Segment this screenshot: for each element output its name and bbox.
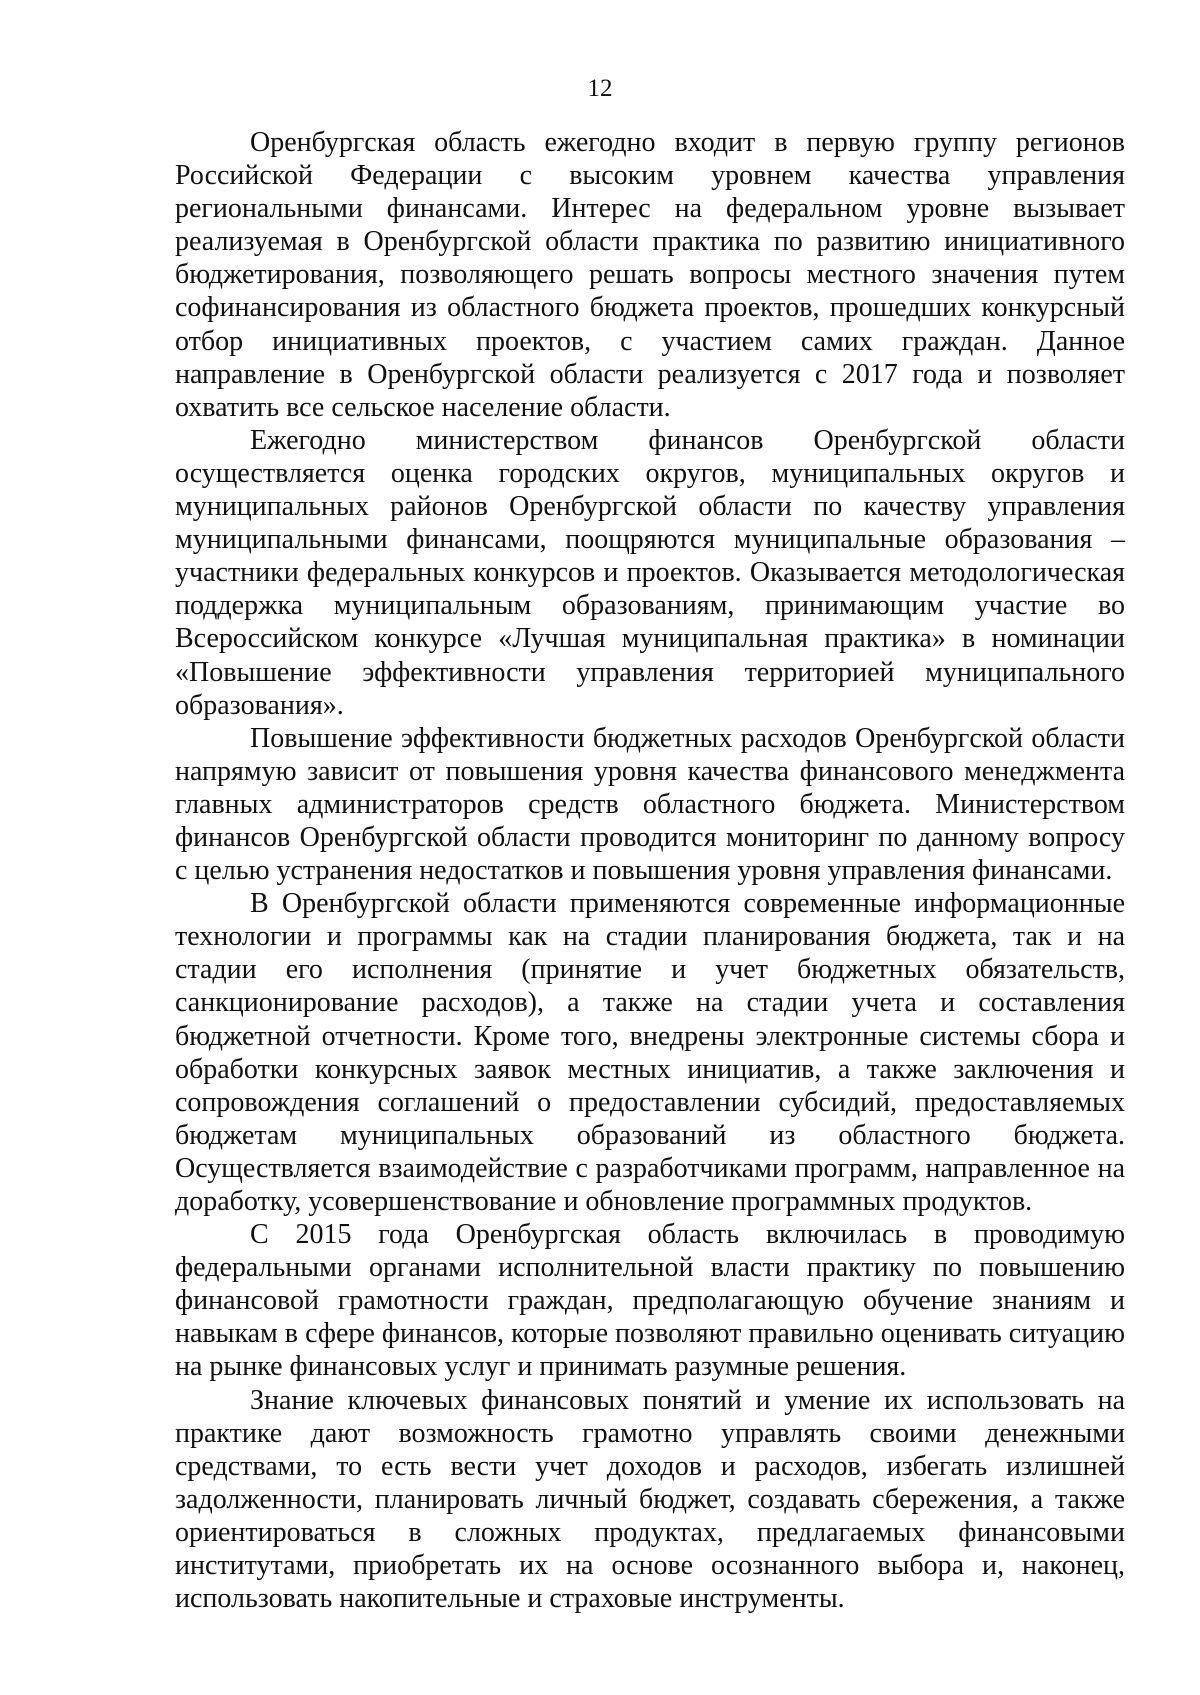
paragraph: Ежегодно министерством финансов Оренбургской области осуществляется оценка городских округов, муниципальных округов и муниципальных районов Оренбургской области по качеству управления муниципальными финансами, поощряются муниципальные образования – участники федеральных конкурсов и проектов. Оказывается методологическая поддержка муниципальным образованиям, принимающим участие во Всероссийском конкурсе «Лучшая муниципальная практика» в номинации «Повышение эффективности управления территорией муниципального образования». <box>175 424 1125 721</box>
paragraph: Оренбургская область ежегодно входит в первую группу регионов Российской Федерации с высоким уровнем качества управления региональными финансами. Интерес на федеральном уровне вызывает реализуемая в Оренбургской области практика по развитию инициативного бюджетирования, позволяющего решать вопросы местного значения путем софинансирования из областного бюджета проектов, прошедших конкурсный отбор инициативных проектов, с участием самих граждан. Данное направление в Оренбургской области реализуется с 2017 года и позволяет охватить все сельское население области. <box>175 127 1125 423</box>
paragraph: С 2015 года Оренбургская область включилась в проводимую федеральными органами исполнительной власти практику по повышению финансовой грамотности граждан, предполагающую обучение знаниям и навыкам в сфере финансов, которые позволяют правильно оценивать ситуацию на рынке финансовых услуг и принимать разумные решения. <box>175 1219 1125 1383</box>
paragraph: Повышение эффективности бюджетных расходов Оренбургской области напрямую зависит от повышения уровня качества финансового менеджмента главных администраторов средств областного бюджета. Министерством финансов Оренбургской области проводится мониторинг по данному вопросу с целью устранения недостатков и повышения уровня управления финансами. <box>175 722 1125 887</box>
paragraph: В Оренбургской области применяются современные информационные технологии и программы как на стадии планирования бюджета, так и на стадии его исполнения (принятие и учет бюджетных обязательств, санкционирование расходов), а также на стадии учета и составления бюджетной отчетности. Кроме того, внедрены электронные системы сбора и обработки конкурсных заявок местных инициатив, а также заключения и сопровождения соглашений о предоставлении субсидий, предоставляемых бюджетам муниципальных образований из областного бюджета. Осуществляется взаимодействие с разработчиками программ, направленное на доработку, усовершенствование и обновление программных продуктов. <box>175 888 1125 1217</box>
paragraph: Знание ключевых финансовых понятий и умение их использовать на практике дают возможность грамотно управлять своими денежными средствами, то есть вести учет доходов и расходов, избегать излишней задолженности, планировать личный бюджет, создавать сбережения, а также ориентироваться в сложных продуктах, предлагаемых финансовыми институтами, приобретать их на основе осознанного выбора и, наконец, использовать накопительные и страховые инструменты. <box>175 1384 1125 1615</box>
body-text <box>175 126 1125 1615</box>
page-number: 12 <box>587 75 613 102</box>
